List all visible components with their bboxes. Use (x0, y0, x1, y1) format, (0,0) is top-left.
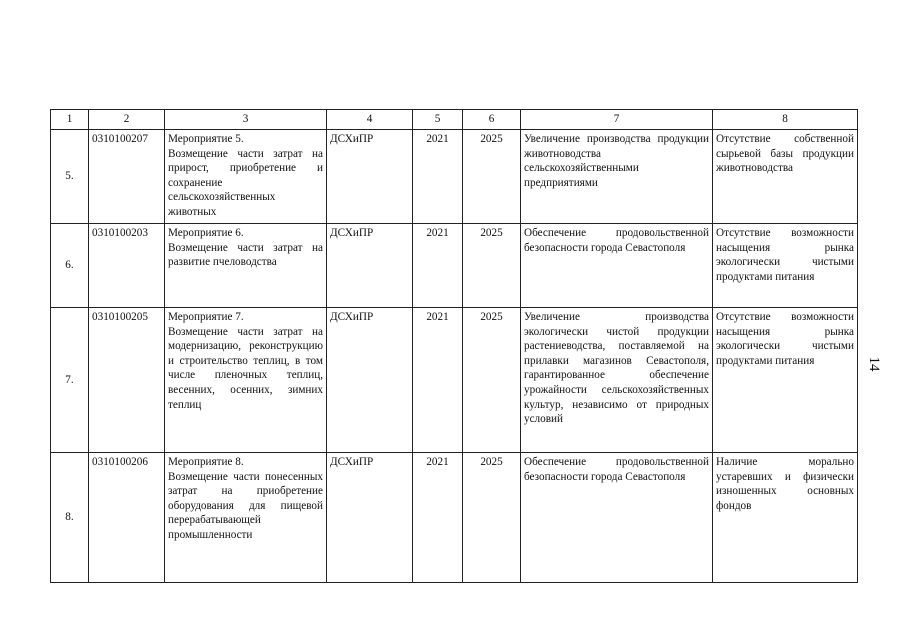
expected-result: Увеличение производства продукции животноводства сельскохозяйственными предприятиями (521, 130, 713, 224)
measures-table (50, 109, 858, 583)
expected-result: Обеспечение продовольственной безопасности города Севастополя (521, 453, 713, 583)
event-name: Мероприятие 7. Возмещение части затрат на модернизацию, реконструкцию и строительство теплиц, в том числе пленочных теплиц, весенних, осенних, зимних теплиц (165, 308, 327, 453)
start-year: 2021 (413, 453, 463, 583)
risk-consequence: Наличие морально устаревших и физически изношенных основных фондов (713, 453, 858, 583)
budget-code: 0310100203 (89, 224, 165, 308)
table-row (51, 224, 858, 308)
budget-code: 0310100207 (89, 130, 165, 224)
budget-code: 0310100205 (89, 308, 165, 453)
risk-consequence: Отсутствие возможности насыщения рынка экологически чистыми продуктами питания (713, 308, 858, 453)
header-cell-2: 2 (89, 110, 165, 130)
table-row (51, 308, 858, 453)
risk-consequence: Отсутствие возможности насыщения рынка экологически чистыми продуктами питания (713, 224, 858, 308)
row-number: 7. (51, 308, 89, 453)
row-number: 6. (51, 224, 89, 308)
header-cell-7: 7 (521, 110, 713, 130)
table-row (51, 130, 858, 224)
budget-code: 0310100206 (89, 453, 165, 583)
end-year: 2025 (463, 308, 521, 453)
header-row (51, 110, 858, 130)
executor: ДСХиПР (327, 453, 413, 583)
header-cell-6: 6 (463, 110, 521, 130)
start-year: 2021 (413, 224, 463, 308)
row-number: 5. (51, 130, 89, 224)
event-name: Мероприятие 5. Возмещение части затрат на прирост, приобретение и сохранение сельскохозяйственных животных (165, 130, 327, 224)
end-year: 2025 (463, 130, 521, 224)
event-name: Мероприятие 8. Возмещение части понесенных затрат на приобретение оборудования для пищевой перерабатывающей промышленности (165, 453, 327, 583)
table-row (51, 453, 858, 583)
risk-consequence: Отсутствие собственной сырьевой базы продукции животноводства (713, 130, 858, 224)
event-name: Мероприятие 6. Возмещение части затрат на развитие пчеловодства (165, 224, 327, 308)
executor: ДСХиПР (327, 130, 413, 224)
start-year: 2021 (413, 130, 463, 224)
header-cell-3: 3 (165, 110, 327, 130)
executor: ДСХиПР (327, 308, 413, 453)
start-year: 2021 (413, 308, 463, 453)
header-cell-5: 5 (413, 110, 463, 130)
page-number: 14 (866, 356, 882, 372)
header-cell-4: 4 (327, 110, 413, 130)
expected-result: Обеспечение продовольственной безопасности города Севастополя (521, 224, 713, 308)
end-year: 2025 (463, 224, 521, 308)
end-year: 2025 (463, 453, 521, 583)
executor: ДСХиПР (327, 224, 413, 308)
expected-result: Увеличение производства экологически чистой продукции растениеводства, поставляемой на прилавки магазинов Севастополя, гарантированное обеспечение урожайности сельскохозяйственных культур, независимо от природных условий (521, 308, 713, 453)
row-number: 8. (51, 453, 89, 583)
header-cell-8: 8 (713, 110, 858, 130)
header-cell-1: 1 (51, 110, 89, 130)
